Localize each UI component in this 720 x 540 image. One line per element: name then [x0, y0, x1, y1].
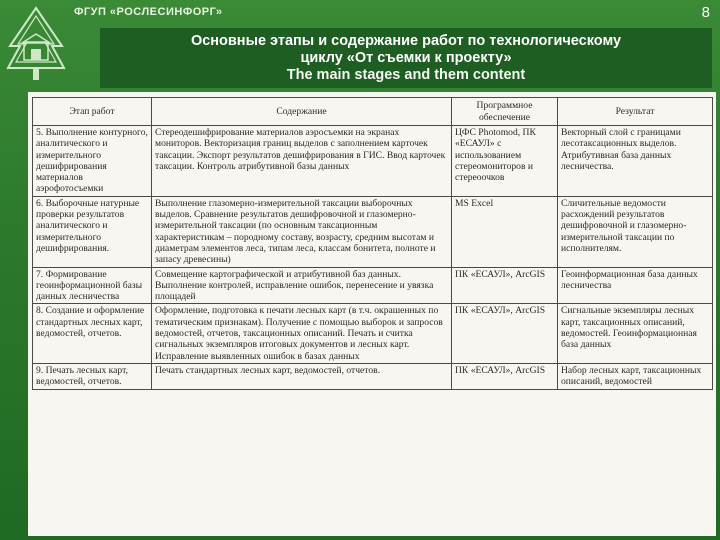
cell-stage: 5. Выполнение контурного, аналитического и измерительного дешифрирования материалов аэрофотосъемки [33, 126, 152, 197]
cell-software: ЦФС Photomod, ПК «ЕСАУЛ» с использованием стереомониторов и стереоочков [452, 126, 558, 197]
header-result: Результат [558, 98, 713, 126]
cell-result: Набор лесных карт, таксационных описаний, ведомостей [558, 363, 713, 389]
cell-content: Совмещение картографической и атрибутивной баз данных. Выполнение контролей, исправление ошибок, перенесение и увязка площадей [152, 267, 452, 304]
cell-software: MS Excel [452, 196, 558, 267]
cell-content: Выполнение глазомерно-измерительной таксации выборочных выделов. Сравнение результатов дешифровочной и глазомерно-измерительной таксации (по основным таксационным характеристикам – породному составу, возрасту, средним высотам и диаметрам элементов леса, типам леса, классам бонитета, полноте и запасу древесины) [152, 196, 452, 267]
cell-stage: 9. Печать лесных карт, ведомостей, отчетов. [33, 363, 152, 389]
cell-software: ПК «ЕСАУЛ», ArcGIS [452, 304, 558, 363]
cell-result: Векторный слой с границами лесотаксационных выделов. Атрибутивная база данных лесничества. [558, 126, 713, 197]
cell-content: Оформление, подготовка к печати лесных карт (в т.ч. окрашенных по тематическим признакам). Получение с помощью выборок и запросов ведомостей, отчетов, таксационных описаний. Печать и считка сигнальных экземпляров итоговых документов и лесных карт. Исправление выявленных ошибок в базах данных [152, 304, 452, 363]
title-line-3: The main stages and them content [286, 66, 526, 83]
cell-result: Сличительные ведомости расхождений результатов дешифровочной и глазомерно-измерительной таксации по исполнителям. [558, 196, 713, 267]
table-row [33, 363, 713, 389]
document-sheet [28, 92, 716, 536]
title-line-1: Основные этапы и содержание работ по технологическому [190, 32, 622, 49]
cell-stage: 6. Выборочные натурные проверки результатов аналитического и измерительного дешифрирования. [33, 196, 152, 267]
table-row [33, 267, 713, 304]
title-line-2: циклу «От съемки к проекту» [300, 49, 512, 66]
title-bar [100, 28, 712, 88]
cell-software: ПК «ЕСАУЛ», ArcGIS [452, 267, 558, 304]
table-header-row [33, 98, 713, 126]
cell-result: Геоинформационная база данных лесничества [558, 267, 713, 304]
header-software: Программное обеспечение [452, 98, 558, 126]
table-row [33, 196, 713, 267]
table-row [33, 126, 713, 197]
rosleasinforg-logo-icon [6, 6, 66, 86]
cell-stage: 7. Формирование геоинформационной базы данных лесничества [33, 267, 152, 304]
stages-table [32, 97, 713, 390]
cell-software: ПК «ЕСАУЛ», ArcGIS [452, 363, 558, 389]
header-stage: Этап работ [33, 98, 152, 126]
cell-stage: 8. Создание и оформление стандартных лесных карт, ведомостей, отчетов. [33, 304, 152, 363]
org-name: ФГУП «РОСЛЕСИНФОРГ» [74, 6, 223, 18]
slide-number: 8 [701, 4, 710, 21]
table-row [33, 304, 713, 363]
cell-result: Сигнальные экземпляры лесных карт, таксационных описаний, ведомостей. Геоинформационная база данных [558, 304, 713, 363]
cell-content: Стереодешифрирование материалов аэросъемки на экранах мониторов. Векторизация границ выделов с заполнением карточек таксации. Экспорт результатов дешифрирования в ГИС. Ввод карточек таксации. Контроль атрибутивной базы данных [152, 126, 452, 197]
header-content: Содержание [152, 98, 452, 126]
cell-content: Печать стандартных лесных карт, ведомостей, отчетов. [152, 363, 452, 389]
